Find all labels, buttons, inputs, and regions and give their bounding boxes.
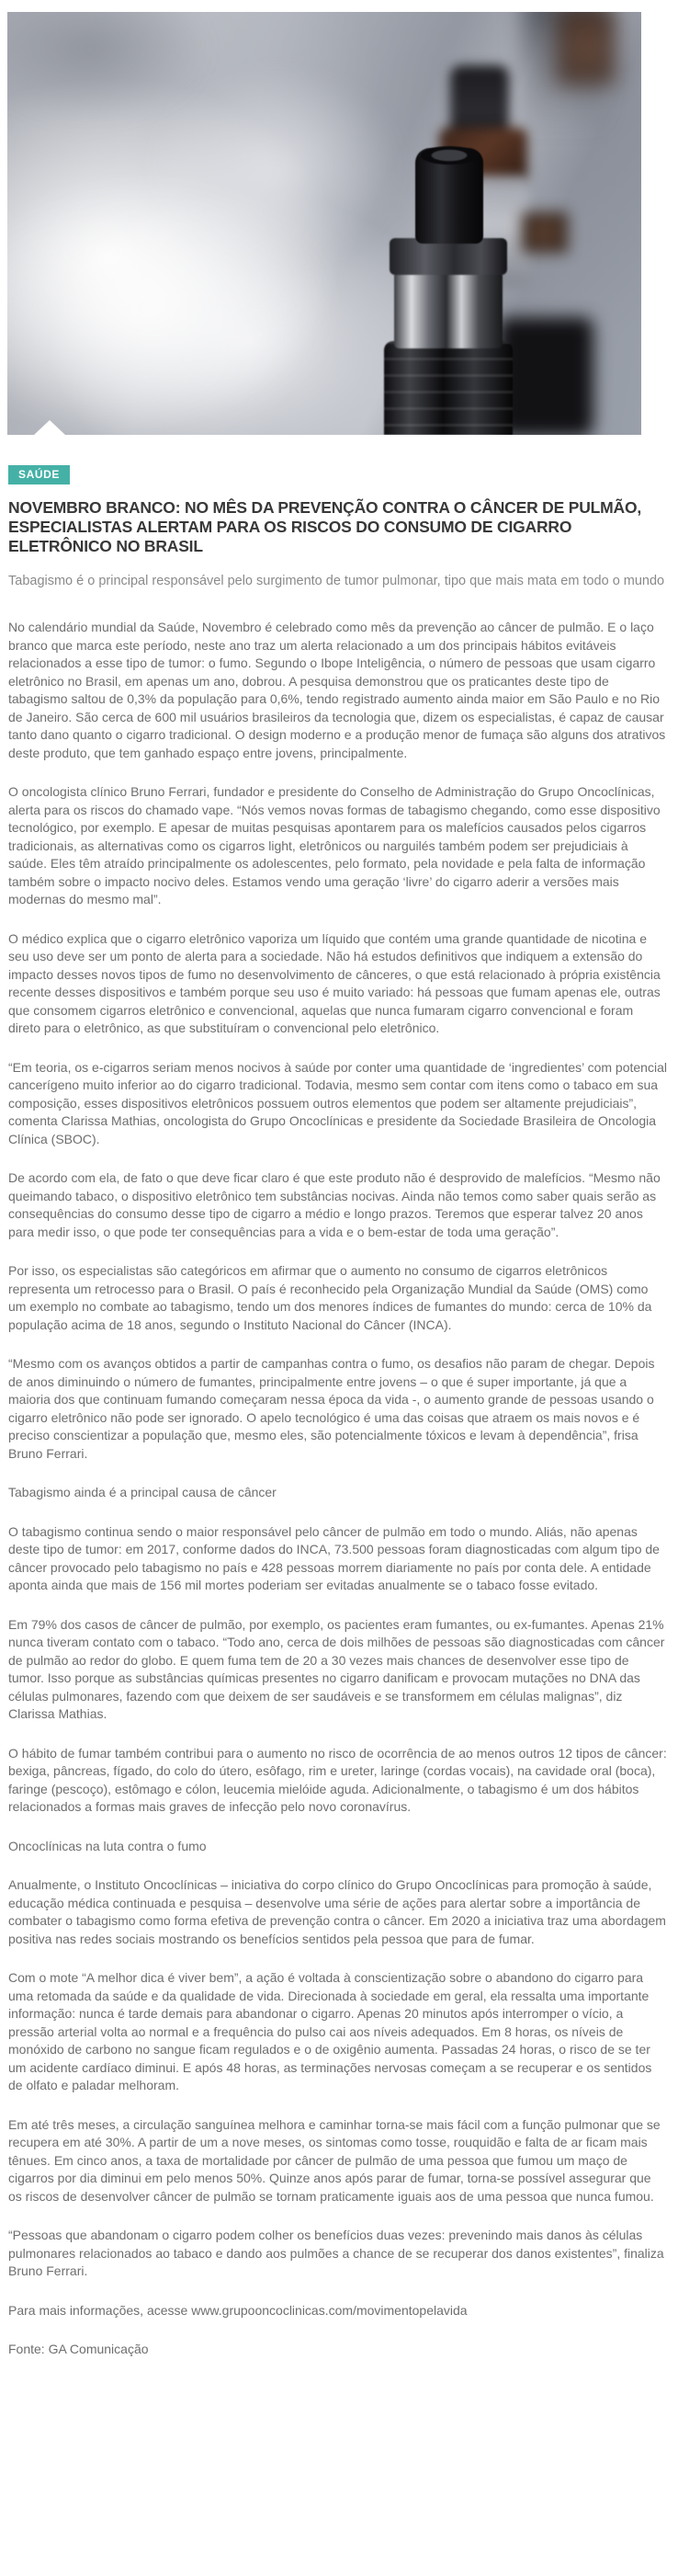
article-paragraph: Com o mote “A melhor dica é viver bem”, a ação é voltada à conscientização sobre o abandono do cigarro para uma retomada da saúde e da qualidade de vida. Direcionada à sociedade em geral, ela ressalta uma importante informação: nunca é tarde demais para abandonar o cigarro. Apenas 20 minutos após interromper o vício, a pressão arterial volta ao normal e a frequência do pulso cai aos níveis adequados. Em 8 horas, os níveis de monóxido de carbono no sangue ficam regulados e o de oxigênio aumenta. Passadas 24 horas, o risco de se ter um acidente cardíaco diminui. E após 48 horas, as terminações nervosas começam a se recuperar e os sentidos de olfato e paladar melhoram. xyxy=(8,1970,652,2092)
hero-blurred-hand-top-right xyxy=(557,12,616,85)
article-paragraph: “Pessoas que abandonam o cigarro podem colher os benefícios duas vezes: prevenindo mais danos às células pulmonares relacionados ao tabaco e dando aos pulmões a chance de se recuperar dos danos existentes”, finaliza Bruno Ferrari. xyxy=(8,2228,664,2278)
category-badge[interactable]: SAÚDE xyxy=(8,465,70,484)
article-subtitle: Tabagismo é o principal responsável pelo surgimento de tumor pulmonar, tipo que mais mata em todo o mundo xyxy=(8,574,665,588)
more-info-text: Para mais informações, acesse xyxy=(8,2302,192,2318)
article-paragraph: O hábito de fumar também contribui para o aumento no risco de ocorrência de ao menos outros 12 tipos de câncer: bexiga, pâncreas, fígado, do colo do útero, esôfago, rim e ureter, laringe (cordas vocais), na cavidade oral (boca), faringe (pescoço), estômago e cólon, leucemia mielóide aguda. Adicionalmente, o tabagismo é um dos hábitos relacionados a formas mais graves de infecção pelo novo coronavírus. xyxy=(8,1745,667,1814)
bottom-whitespace xyxy=(8,2359,667,2396)
article-paragraph: “Mesmo com os avanços obtidos a partir de campanhas contra o fumo, os desafios não param de chegar. Depois de anos diminuindo o número de fumantes, principalmente entre jovens – o que é super importante, já que a maioria dos que continuam fumando começaram nessa época da vida -, o aumento grande de pessoas usando o cigarro eletrônico não pode ser ignorado. O apelo tecnológico é uma das coisas que atraem os mais novos e é preciso conscientizar a população que, mesmo eles, são potencialmente tóxicos e levam à dependência”, frisa Bruno Ferrari. xyxy=(8,1356,655,1461)
source-credit: Fonte: GA Comunicação xyxy=(8,2342,149,2356)
article-paragraph: O médico explica que o cigarro eletrônico vaporiza um líquido que contém uma grande quantidade de nicotina e seu uso deve ser um ponto de alerta para a sociedade. Não há estudos definitivos que indiquem a extensão do impacto desses novos tipos de fumo no desenvolvimento de cânceres, o que está relacionado à própria existência recente desses dispositivos e também porque seu uso é muito variado: há pessoas que fumam apenas ele, outras que consomem cigarros eletrônico e convencional, aquelas que nunca fumaram cigarro convencional e foram direto para o eletrônico, as que substituíram o convencional pelo eletrônico. xyxy=(8,930,661,1035)
section-subhead-tabagismo: Tabagismo ainda é a principal causa de câncer xyxy=(8,1485,277,1499)
article-paragraph: Anualmente, o Instituto Oncoclínicas – iniciativa do corpo clínico do Grupo Oncoclínicas para promoção à saúde, educação médica continuada e pesquisa – desenvolve uma série de ações para alertar sobre a importância de combater o tabagismo como forma efetiva de prevenção contra o câncer. Em 2020 a iniciativa traz uma abordagem positiva nas redes sociais mostrando os benefícios sentidos pela pessoa que para de fumar. xyxy=(8,1877,666,1946)
more-info-paragraph xyxy=(8,2302,667,2320)
article-paragraph: Em até três meses, a circulação sanguínea melhora e caminhar torna-se mais fácil com a função pulmonar que se recupera em até 30%. A partir de um a nove meses, os sintomas como tosse, rouquidão e falta de ar ficam mais tênues. Em cinco anos, a taxa de mortalidade por câncer de pulmão de uma pessoa que fumou um maço de cigarros por dia diminui em pelo menos 50%. Quinze anos após parar de fumar, torna-se possível assegurar que os riscos de desenvolver câncer de pulmão se tornam praticamente iguais aos de uma pessoa que nunca fumou. xyxy=(8,2116,661,2204)
hero-foreground-vape-collar xyxy=(390,238,507,275)
article-body xyxy=(8,619,667,2359)
article-paragraph: De acordo com ela, de fato o que deve ficar claro é que este produto não é desprovido de malefícios. “Mesmo não queimando tabaco, o dispositivo eletrônico tem substâncias nocivas. Ainda não temos como saber quais serão as consequências do consumo desse tipo de cigarro a médio e longo prazos. Teremos que esperar talvez 20 anos para medir isso, o que pode ter consequências para a vida e o bem-estar de toda uma geração”. xyxy=(8,1170,661,1239)
hero-bottom-notch-triangle xyxy=(34,420,65,435)
hero-foreground-vape-mod-body xyxy=(384,341,513,435)
section-subhead-oncoclinicas: Oncoclínicas na luta contra o fumo xyxy=(8,1838,207,1853)
hero-blurred-hand-bottom-right xyxy=(522,212,568,253)
article-paragraph: O tabagismo continua sendo o maior responsável pelo câncer de pulmão em todo o mundo. Aliás, não apenas deste tipo de tumor: em 2017, conforme dados do INCA, 73.500 pessoas foram diagnosticadas com algum tipo de câncer provocado pelo tabagismo no país e 428 pessoas morrem diariamente no país por conta dele. A entidade aponta ainda que mais de 156 mil mortes poderiam ser evitadas anualmente se o tabaco fosse evitado. xyxy=(8,1523,660,1592)
article-paragraph: No calendário mundial da Saúde, Novembro é celebrado como mês da prevenção ao câncer de pulmão. E o laço branco que marca este período, neste ano traz um alerta relacionado a um dos principais hábitos evitáveis relacionados a esse tipo de tumor: o fumo. Segundo o Ibope Inteligência, o número de pessoas que usam cigarro eletrônico no Brasil, em apenas um ano, dobrou. A pesquisa demonstrou que os praticantes deste tipo de tabagismo saltou de 0,3% da população para 0,6%, tendo registrado aumento ainda maior em São Paulo e no Rio de Janeiro. São cerca de 600 mil usuários brasileiros da tecnologia que, dizem os especialistas, é capaz de causar tanto dano quanto o cigarro tradicional. O design moderno e a produção menor de fumaça são alguns dos atrativos deste produto, que tem ganhado espaço entre jovens, principalmente. xyxy=(8,620,666,760)
article-headline: NOVEMBRO BRANCO: NO MÊS DA PREVENÇÃO CONTRA O CÂNCER DE PULMÃO, ESPECIALISTAS ALERTAM PARA OS RISCOS DO CONSUMO DE CIGARRO ELETRÔNICO NO BRASIL xyxy=(8,498,642,555)
hero-foreground-vape-glass-tank xyxy=(394,271,503,348)
hero-smoke-puff-left xyxy=(7,177,338,435)
article-paragraph: Por isso, os especialistas são categóricos em afirmar que o aumento no consumo de cigarros eletrônicos representa um retrocesso para o Brasil. O país é reconhecido pela Organização Mundial da Saúde (OMS) como um exemplo no combate ao tabagismo, tendo um dos menores índices de fumantes do mundo: cerca de 10% da população acima de 18 anos, segundo o Instituto Nacional do Câncer (INCA). xyxy=(8,1263,652,1332)
more-info-url-link[interactable]: www.grupooncoclinicas.com/movimentopelavida xyxy=(191,2302,468,2318)
article-paragraph: O oncologista clínico Bruno Ferrari, fundador e presidente do Conselho de Administração do Grupo Oncoclínicas, alerta para os riscos do chamado vape. “Nós vemos novas formas de tabagismo chegando, como esse dispositivo tecnológico, por exemplo. E apesar de muitas pesquisas apontarem para os malefícios causados pelos cigarros tradicionais, as alternativas como os cigarros light, eletrônicos ou narguilés também podem ser prejudiciais à saúde. Eles têm atraído principalmente os adolescentes, pelo formato, pela novidade e pela falta de informação também sobre o impacto nocivo deles. Estamos vendo uma geração ‘livre’ do cigarro aderir a versões mais modernas do mesmo mal”. xyxy=(8,784,661,906)
hero-image xyxy=(7,12,641,435)
article-paragraph: “Em teoria, os e-cigarros seriam menos nocivos à saúde por conter uma quantidade de ‘ingredientes’ com potencial cancerígeno muito inferior ao do cigarro tradicional. Todavia, mesmo sem contar com itens como o tabaco em sua composição, esses dispositivos eletrônicos possuem outros elementos que podem ser altamente prejudiciais”, comenta Clarissa Mathias, oncologista do Grupo Oncoclínicas e presidente da Sociedade Brasileira de Oncologia Clínica (SBOC). xyxy=(8,1059,667,1146)
article-paragraph: Em 79% dos casos de câncer de pulmão, por exemplo, os pacientes eram fumantes, ou ex-fumantes. Apenas 21% nunca tiveram contato com o tabaco. “Todo ano, cerca de dois milhões de pessoas são diagnosticadas com câncer de pulmão ao redor do globo. E quem fuma tem de 20 a 30 vezes mais chances de desenvolver esse tipo de tumor. Isso porque as substâncias químicas presentes no cigarro danificam e provocam mutações no DNA das células pulmonares, fazendo com que deixem de ser saudáveis e se transformem em células malignas”, diz Clarissa Mathias. xyxy=(8,1616,665,1721)
hero-foreground-vape-mouthpiece-rim xyxy=(421,146,478,165)
